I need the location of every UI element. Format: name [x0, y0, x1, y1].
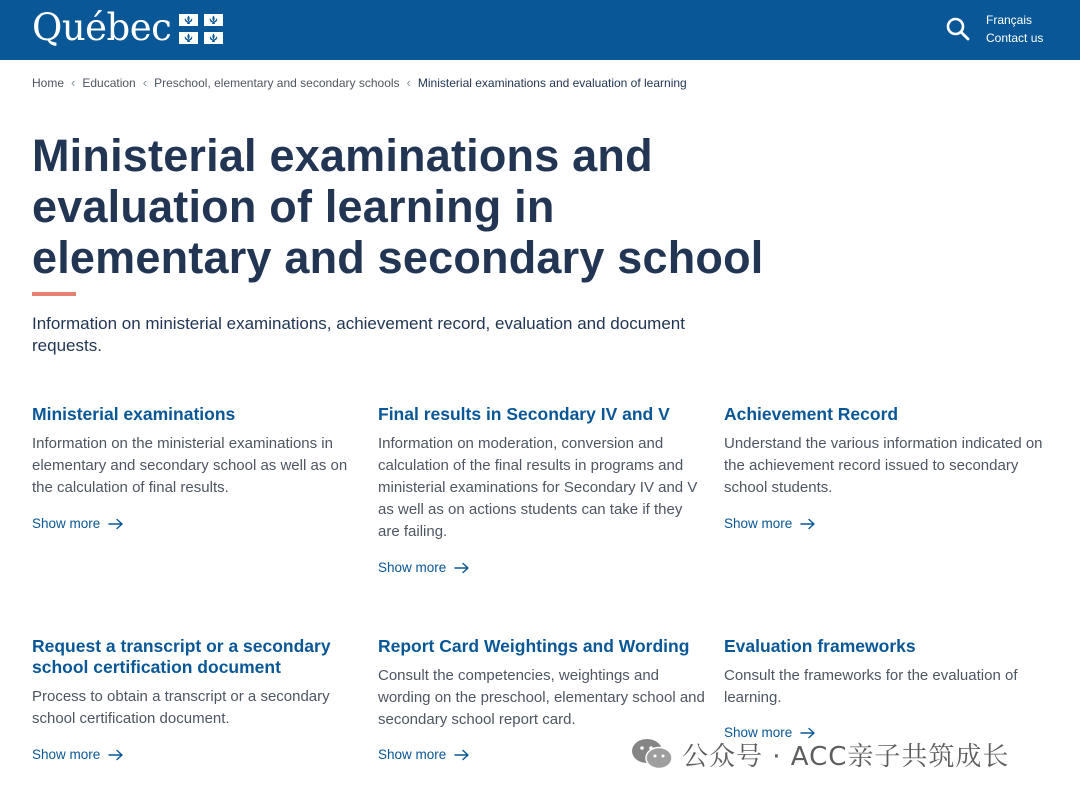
- arrow-right-icon: [454, 562, 470, 574]
- card-report-card-weightings: [378, 636, 708, 762]
- card-description: Understand the various information indicated on the achievement record issued to secondary school students.: [724, 435, 1043, 496]
- language-link[interactable]: Français: [986, 13, 1033, 27]
- card-description: Process to obtain a transcript or a secondary school certification document.: [32, 688, 330, 727]
- breadcrumb: [32, 75, 687, 90]
- show-more-label: Show more: [378, 560, 447, 575]
- show-more-link[interactable]: [378, 747, 470, 762]
- card-evaluation-frameworks: [724, 636, 1054, 740]
- arrow-right-icon: [454, 749, 470, 761]
- arrow-right-icon: [800, 518, 816, 530]
- site-header: [0, 0, 1080, 60]
- card-final-results: [378, 404, 708, 575]
- breadcrumb-home[interactable]: Home: [32, 75, 65, 90]
- title-accent-bar: [32, 292, 76, 296]
- breadcrumb-education[interactable]: Education: [82, 75, 136, 90]
- card-description: Consult the competencies, weightings and wording on the preschool, elementary school and secondary school report card.: [378, 667, 705, 728]
- arrow-right-icon: [108, 518, 124, 530]
- chevron-left-icon: ‹: [406, 75, 411, 90]
- card-title[interactable]: Ministerial examinations: [32, 404, 236, 424]
- quebec-flag-icon: [179, 14, 223, 44]
- card-request-transcript: [32, 636, 362, 762]
- search-icon: [944, 15, 972, 43]
- show-more-link[interactable]: [32, 516, 124, 531]
- show-more-link[interactable]: [378, 560, 470, 575]
- show-more-label: Show more: [378, 747, 447, 762]
- watermark: [630, 732, 1009, 776]
- show-more-label: Show more: [32, 516, 101, 531]
- card-title[interactable]: Report Card Weightings and Wording: [378, 636, 690, 656]
- search-button[interactable]: [944, 15, 972, 43]
- card-title[interactable]: Final results in Secondary IV and V: [378, 404, 670, 424]
- chevron-left-icon: ‹: [142, 75, 148, 90]
- show-more-label: Show more: [724, 725, 793, 740]
- arrow-right-icon: [108, 749, 124, 761]
- show-more-label: Show more: [724, 516, 793, 531]
- card-achievement-record: [724, 404, 1054, 531]
- show-more-link[interactable]: [32, 747, 124, 762]
- card-description: Consult the frameworks for the evaluation of learning.: [724, 667, 1018, 706]
- card-description: Information on the ministerial examinations in elementary and secondary school as well as on the calculation of final results.: [32, 435, 348, 496]
- show-more-link[interactable]: [724, 516, 816, 531]
- card-title[interactable]: Request a transcript or a secondary school certification document: [32, 636, 331, 677]
- page-title: Ministerial examinations and evaluation of learning in elementary and secondary school: [32, 130, 764, 283]
- card-ministerial-examinations: [32, 404, 362, 531]
- logo-wordmark: Québec: [32, 6, 172, 49]
- wechat-icon: [630, 736, 674, 772]
- quebec-logo[interactable]: [32, 6, 223, 50]
- breadcrumb-current: Ministerial examinations and evaluation of learning: [417, 75, 687, 90]
- page-lead: Information on ministerial examinations, achievement record, evaluation and document requests.: [32, 314, 685, 355]
- breadcrumb-schools[interactable]: Preschool, elementary and secondary schools: [154, 75, 400, 90]
- card-title[interactable]: Evaluation frameworks: [724, 636, 916, 656]
- card-description: Information on moderation, conversion and calculation of the final results in programs and ministerial examinations for Secondary IV and V as well as on actions students can take if they are failing.: [378, 435, 698, 540]
- watermark-text: 公众号 · ACC亲子共筑成长: [682, 741, 1010, 772]
- card-title[interactable]: Achievement Record: [724, 404, 899, 424]
- show-more-label: Show more: [32, 747, 101, 762]
- contact-us-link[interactable]: Contact us: [986, 31, 1044, 45]
- chevron-left-icon: ‹: [71, 75, 76, 90]
- header-links: [986, 11, 1043, 47]
